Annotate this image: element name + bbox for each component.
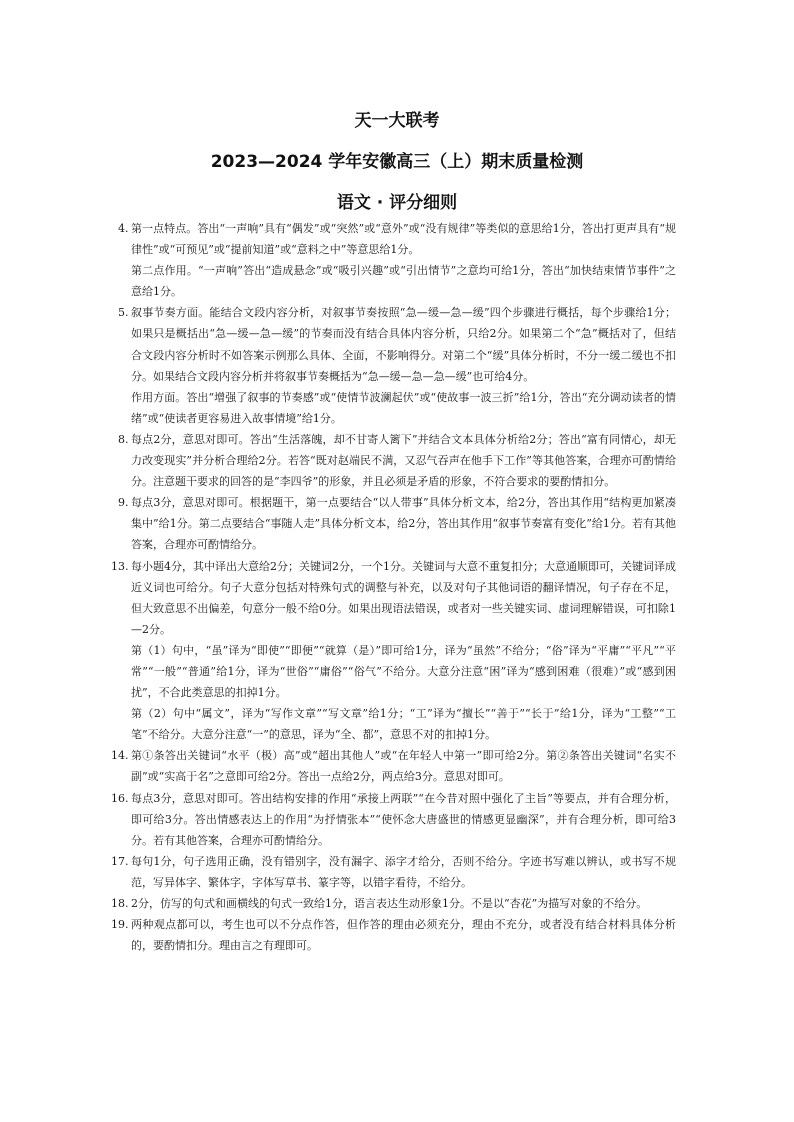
exam-organizer-title: 天一大联考 (354, 111, 440, 131)
item-number: 8. (118, 432, 129, 446)
rule-item-19 (111, 914, 676, 956)
rule-item-9 (118, 492, 676, 555)
rule-item-5 (118, 302, 676, 429)
rule-paragraph: 两种观点都可以，考生也可以不分点作答，但作答的理由必须充分，理由不充分，或者没有结合材料具体分析的，要酌情扣分。理由言之有理即可。 (131, 918, 676, 953)
rule-paragraph: 作用方面。答出“增强了叙事的节奏感”或“使情节波澜起伏”或“使故事一波三折”给1分，答出“充分调动读者的情绪”或“使读者更容易进入故事情境”给1分。 (131, 390, 676, 425)
rule-paragraph: 每小题4分，其中译出大意给2分；关键词2分，一个1分。关键词与大意不重复扣分；大意通顺即可，关键词译成近义词也可给分。句子大意分包括对特殊句式的调整与补充，以及对句子其他词语的翻译情况，句子存在不足，但大致意思不出偏差，句意分一般不给0分。如果出现语法错误，或者对一些关键实词、虚词理解错误，可扣除1—2分。 (131, 559, 676, 636)
rule-paragraph: 第①条答出关键词“水平（极）高”或“超出其他人”或“在年轻人中第一”即可给2分。第②条答出关键词“名实不副”或“实高于名”之意即可给2分。答出一点给2分，两点给3分。意思对即可。 (131, 749, 676, 784)
item-number: 13. (111, 559, 129, 573)
exam-name-title: 2023—2024 学年安徽高三（上）期末质量检测 (210, 152, 584, 172)
subject-title: 语文 · 评分细则 (336, 193, 458, 213)
rule-item-8 (118, 429, 676, 492)
item-number: 16. (111, 791, 129, 805)
rule-paragraph: 2分，仿写的句式和画横线的句式一致给1分，语言表达生动形象1分。不是以“杏花”为描写对象的不给分。 (131, 897, 648, 910)
item-number: 4. (118, 222, 129, 235)
rule-item-4 (118, 218, 676, 302)
item-number: 5. (118, 306, 129, 320)
rule-paragraph: 每点2分，意思对即可。答出“生活落魄，却不甘寄人篱下”并结合文本具体分析给2分；答出“富有同情心，却无力改变现实”并分析合理给2分。若答“既对赵端民不满，又忍气吞声在他手下工作”等其他答案，合理亦可酌情给分。注意题干要求的回答的是“李四爷”的形象，并且必须是矛盾的形象，不符合要求的要酌情扣分。 (131, 432, 676, 489)
rule-item-17 (111, 851, 676, 893)
rule-item-14 (111, 745, 676, 787)
item-number: 17. (111, 854, 129, 868)
rule-item-18 (111, 893, 676, 914)
rule-paragraph: 第（1）句中，“虽”译为“即使”“即便”“就算（是）”即可给1分，译为“虽然”不给分；“俗”译为“平庸”“平凡”“平常”“一般”“普通”给1分，译为“世俗”“庸俗”“俗气”不给分。大意分注意“困”译为“感到困难（很难）”或“感到困扰”，不合此类意思的扣掉1分。 (131, 643, 676, 700)
rule-paragraph: 叙事节奏方面。能结合文段内容分析，对叙事节奏按照“急—缓—急—缓”四个步骤进行概括，每个步骤给1分；如果只是概括出“急—缓—急—缓”的节奏而没有结合具体内容分析，只给2分。如果第二个“急”概括对了，但结合文段内容分析时不如答案示例那么具体、全面，不影响得分。对第二个“缓”具体分析时，不分一缓二缓也不扣分。如果结合文段内容分析并将叙事节奏概括为“急—缓—急—急—缓”也可给4分。 (131, 306, 676, 383)
item-number: 9. (118, 496, 129, 510)
scoring-rules-list (111, 218, 676, 956)
rule-paragraph: 每句1分，句子选用正确，没有错别字，没有漏字、添字才给分，否则不给分。字迹书写难以辨认，或书写不规范，写异体字、繁体字，字体写草书、篆字等，以错字看待，不给分。 (131, 854, 676, 889)
rule-paragraph: 每点3分，意思对即可。根据题干，第一点要结合“以人带事”具体分析文本，给2分，答出其作用“结构更加紧凑集中”给1分。第二点要结合“事随人走”具体分析文本，给2分，答出其作用“叙事节奏富有变化”给1分。若有其他答案，合理亦可酌情给分。 (131, 496, 676, 552)
item-number: 14. (111, 749, 129, 763)
item-number: 19. (111, 918, 129, 932)
rule-paragraph: 第一点特点。答出“一声响”具有“偶发”或“突然”或“意外”或“没有规律”等类似的意思给1分，答出打更声具有“规律性”或“可预见”或“提前知道”或“意料之中”等意思给1分。 (131, 222, 676, 257)
rule-item-16 (111, 788, 676, 851)
item-number: 18. (111, 897, 129, 910)
rule-paragraph: 第（2）句中“属文”，译为“写作文章”“写文章”给1分；“工”译为“擅长”“善于”“长于”给1分，译为“工整”“工笔”不给分。大意分注意“一”的意思，译为“全、都”，意思不对的扣掉1分。 (131, 707, 676, 742)
rule-paragraph: 每点3分，意思对即可。答出结构安排的作用“承接上两联”“在今昔对照中强化了主旨”等要点，并有合理分析，即可给3分。答出情感表达上的作用“为抒情张本”“使怀念大唐盛世的情感更显幽深”，并有合理分析，即可给3分。若有其他答案，合理亦可酌情给分。 (131, 791, 676, 847)
rule-paragraph: 第二点作用。“一声响”答出“造成悬念”或“吸引兴趣”或“引出情节”之意均可给1分，答出“加快结束情节事件”之意给1分。 (131, 264, 676, 299)
rule-item-13 (111, 556, 676, 746)
